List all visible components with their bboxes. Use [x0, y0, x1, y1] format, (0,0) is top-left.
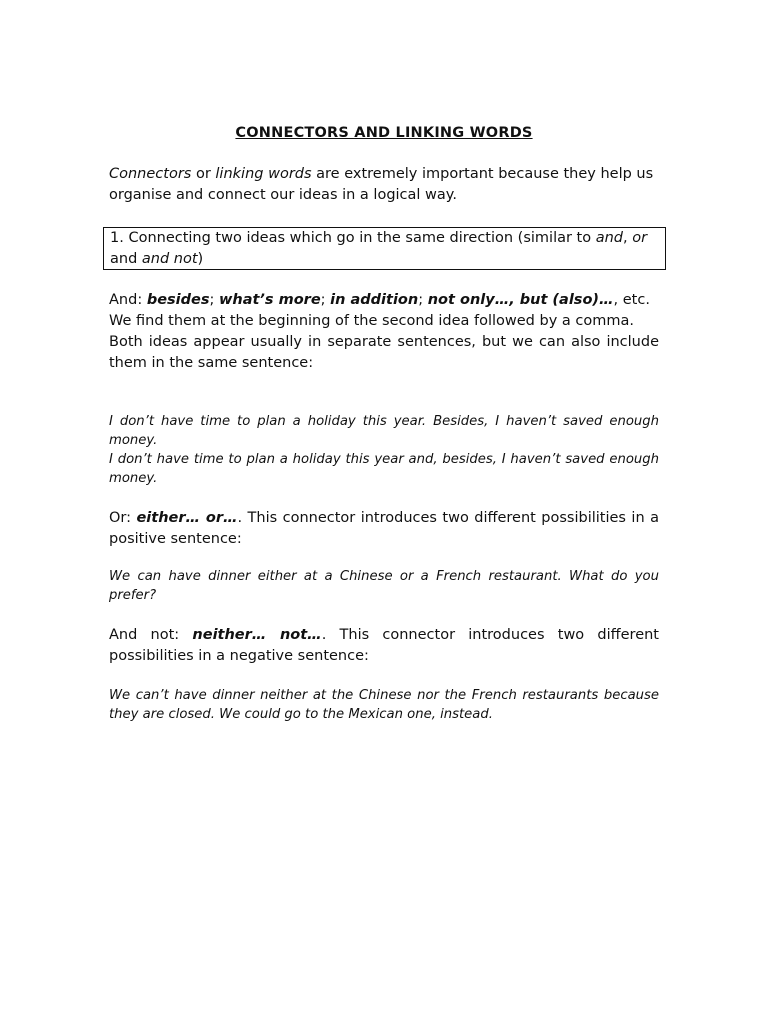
sep2: ; [320, 292, 331, 308]
box-and: and [595, 230, 623, 246]
box-comma: , [623, 230, 633, 246]
box-andnot: and not [141, 251, 198, 267]
box-or: or [632, 230, 648, 246]
andnot-rest: . This connector introduces two different possibilities in a negative sentence: [109, 627, 659, 664]
sep1: ; [209, 292, 219, 308]
page-title: CONNECTORS AND LINKING WORDS [235, 125, 533, 141]
and-explanation-2: Both ideas appear usually in separate sentences, but we can also include them in the same sentence: [109, 334, 659, 371]
andnot-section [109, 625, 659, 667]
connector-besides: besides [146, 292, 210, 308]
connector-neither-not: neither… not… [192, 627, 322, 643]
box-mid: and [110, 251, 142, 267]
andnot-example: We can’t have dinner neither at the Chinese nor the French restaurants because they are closed. We could go to the Mexican one, instead. [109, 688, 659, 722]
section-heading-box [103, 227, 666, 270]
or-section [109, 508, 659, 550]
and-label: And: [109, 292, 147, 308]
and-explanation-1: We find them at the beginning of the second idea followed by a comma. [109, 313, 634, 329]
connector-not-only: not only…, but (also)… [427, 292, 614, 308]
example-sentence-1: I don’t have time to plan a holiday this year. Besides, I haven’t saved enough money. [109, 414, 659, 448]
box-prefix: 1. Connecting two ideas which go in the same direction (similar to [110, 230, 596, 246]
intro-or: or [191, 166, 216, 182]
or-rest: . This connector introduces two different possibilities in a positive sentence: [109, 510, 659, 547]
connector-either-or: either… or… [136, 510, 238, 526]
or-example: We can have dinner either at a Chinese or a French restaurant. What do you prefer? [109, 569, 659, 603]
example-sentence-2: I don’t have time to plan a holiday this year and, besides, I haven’t saved enough money. [109, 452, 659, 486]
section-heading-text [110, 228, 659, 270]
box-close: ) [197, 251, 204, 267]
and-examples [109, 412, 659, 488]
or-label: Or: [109, 510, 137, 526]
sep3: ; [418, 292, 428, 308]
andnot-label: And not: [109, 627, 193, 643]
and-section [109, 290, 659, 374]
intro-paragraph [109, 164, 659, 206]
connector-whats-more: what’s more [218, 292, 321, 308]
intro-term-linking-words: linking words [215, 166, 312, 182]
and-tail: , etc. [613, 292, 650, 308]
connector-in-addition: in addition [330, 292, 419, 308]
and-connectors-line [109, 290, 659, 311]
intro-term-connectors: Connectors [109, 166, 192, 182]
intro-rest: are extremely important because they help us organise and connect our ideas in a logical way. [109, 166, 654, 203]
